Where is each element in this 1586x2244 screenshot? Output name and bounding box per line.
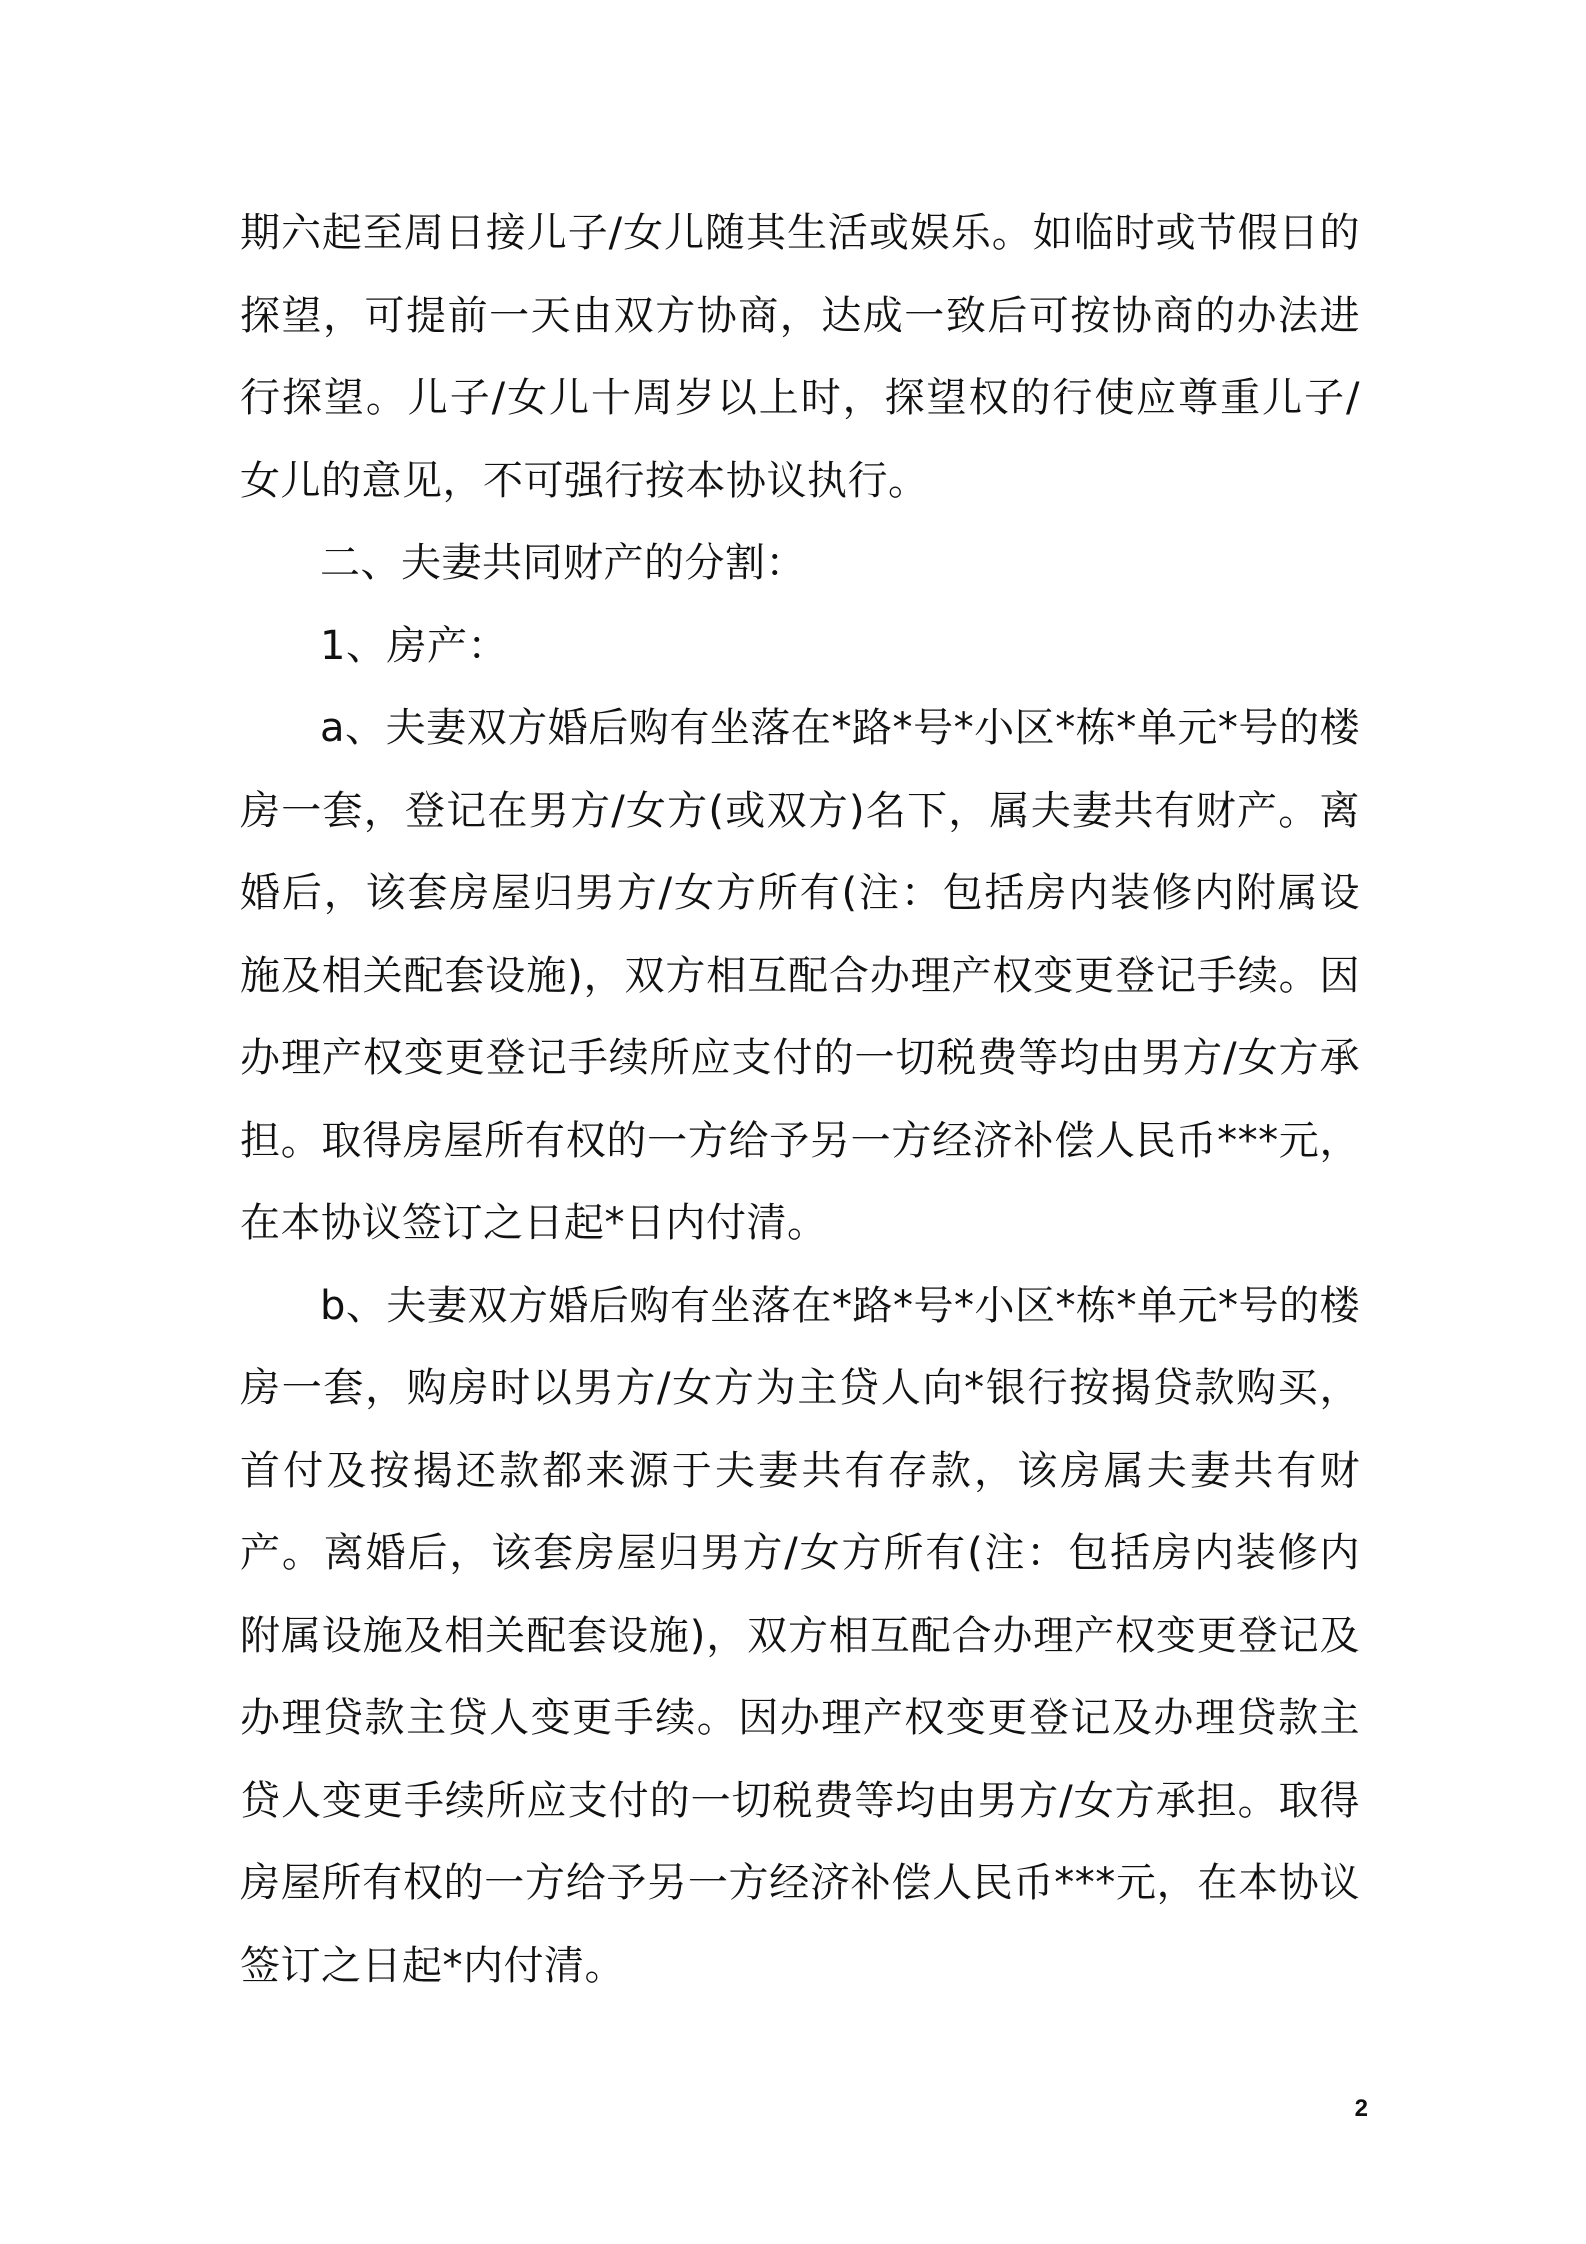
paragraph-real-estate-b: b、夫妻双方婚后购有坐落在*路*号*小区*栋*单元*号的楼房一套，购房时以男方/女方为主贷人向*银行按揭贷款购买，首付及按揭还款都来源于夫妻共有存款，该房属夫妻共有财产。离婚后，该套房屋归男方/女方所有(注：包括房内装修内附属设施及相关配套设施)，双方相互配合办理产权变更登记及办理贷款主贷人变更手续。因办理产权变更登记及办理贷款主贷人变更手续所应支付的一切税费等均由男方/女方承担。取得房屋所有权的一方给予另一方经济补偿人民币***元，在本协议签订之日起*内付清。	[240, 1282, 1360, 1989]
page-number: 2	[1354, 2095, 1368, 2122]
subsection-heading-real-estate: 1、房产：	[320, 622, 508, 669]
section-heading-property-division: 二、夫妻共同财产的分割：	[320, 540, 806, 586]
paragraph-real-estate-a: a、夫妻双方婚后购有坐落在*路*号*小区*栋*单元*号的楼房一套，登记在男方/女方(或双方)名下，属夫妻共有财产。离婚后，该套房屋归男方/女方所有(注：包括房内装修内附属设施及相关配套设施)，双方相互配合办理产权变更登记手续。因办理产权变更登记手续所应支付的一切税费等均由男方/女方承担。取得房屋所有权的一方给予另一方经济补偿人民币***元，在本协议签订之日起*日内付清。	[240, 705, 1360, 1246]
paragraph-visitation-continued: 期六起至周日接儿子/女儿随其生活或娱乐。如临时或节假日的探望，可提前一天由双方协商，达成一致后可按协商的办法进行探望。儿子/女儿十周岁以上时，探望权的行使应尊重儿子/女儿的意见，不可强行按本协议执行。	[240, 210, 1360, 504]
document-body	[240, 192, 1360, 2007]
